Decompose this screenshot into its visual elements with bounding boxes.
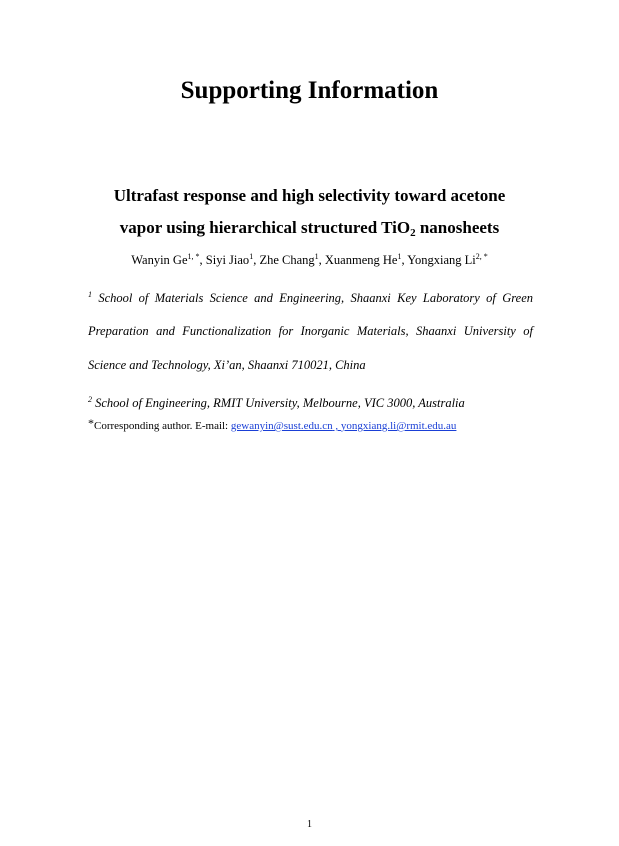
title-subscript: 2 — [410, 227, 416, 239]
author-affiliation-mark: 1 — [249, 252, 254, 261]
author-name: Wanyin Ge — [131, 253, 188, 267]
author-name: Zhe Chang — [259, 253, 315, 267]
title-line-2-text: vapor using hierarchical structured TiO — [119, 218, 411, 237]
corresponding-label: Corresponding author. E-mail: — [94, 420, 231, 432]
author-affiliation-mark: 1 — [314, 252, 319, 261]
affiliation-1-line-1 — [88, 290, 533, 306]
corresponding-author-note — [88, 418, 456, 434]
author — [259, 253, 324, 267]
author-separator: , — [401, 253, 408, 267]
author-affiliation-mark: 1, * — [187, 252, 200, 261]
corresponding-star: * — [88, 416, 94, 430]
email-separator: , — [332, 420, 341, 432]
author-separator: , — [199, 253, 206, 267]
title-line-2-end: nanosheets — [415, 218, 500, 237]
affiliation-2-text: School of Engineering, RMIT University, Melbourne, VIC 3000, Australia — [92, 396, 465, 410]
author-affiliation-mark: 2, * — [475, 252, 488, 261]
email-link-2[interactable]: yongxiang.li@rmit.edu.au — [340, 420, 457, 432]
author — [407, 253, 488, 267]
author — [206, 253, 260, 267]
affiliation-1-line-3: Science and Technology, Xi’an, Shaanxi 710021, China — [88, 358, 366, 372]
author-separator: , — [318, 253, 325, 267]
page-number: 1 — [307, 819, 312, 830]
affiliation-2-mark: 2 — [88, 395, 92, 404]
author-affiliation-mark: 1 — [397, 252, 402, 261]
author-name: Yongxiang Li — [407, 253, 476, 267]
author-name: Siyi Jiao — [205, 253, 250, 267]
email-link-1[interactable]: gewanyin@sust.edu.cn — [230, 420, 333, 432]
affiliation-1-line-2: Preparation and Functionalization for Inorganic Materials, Shaanxi University of — [88, 324, 533, 338]
affiliation-1-mark: 1 — [88, 290, 92, 299]
title-line-1: Ultrafast response and high selectivity toward acetone — [113, 186, 506, 205]
author-separator: , — [253, 253, 260, 267]
title-line-2 — [60, 212, 559, 244]
page-heading: Supporting Information — [180, 77, 439, 104]
author-name: Xuanmeng He — [324, 253, 398, 267]
affiliation-2 — [88, 395, 533, 411]
paper-title — [60, 180, 559, 244]
author — [325, 253, 407, 267]
affiliation-1-text-1: School of Materials Science and Engineering, Shaanxi Key Laboratory of Green — [92, 291, 533, 305]
author — [131, 253, 206, 267]
author-list — [0, 251, 619, 269]
